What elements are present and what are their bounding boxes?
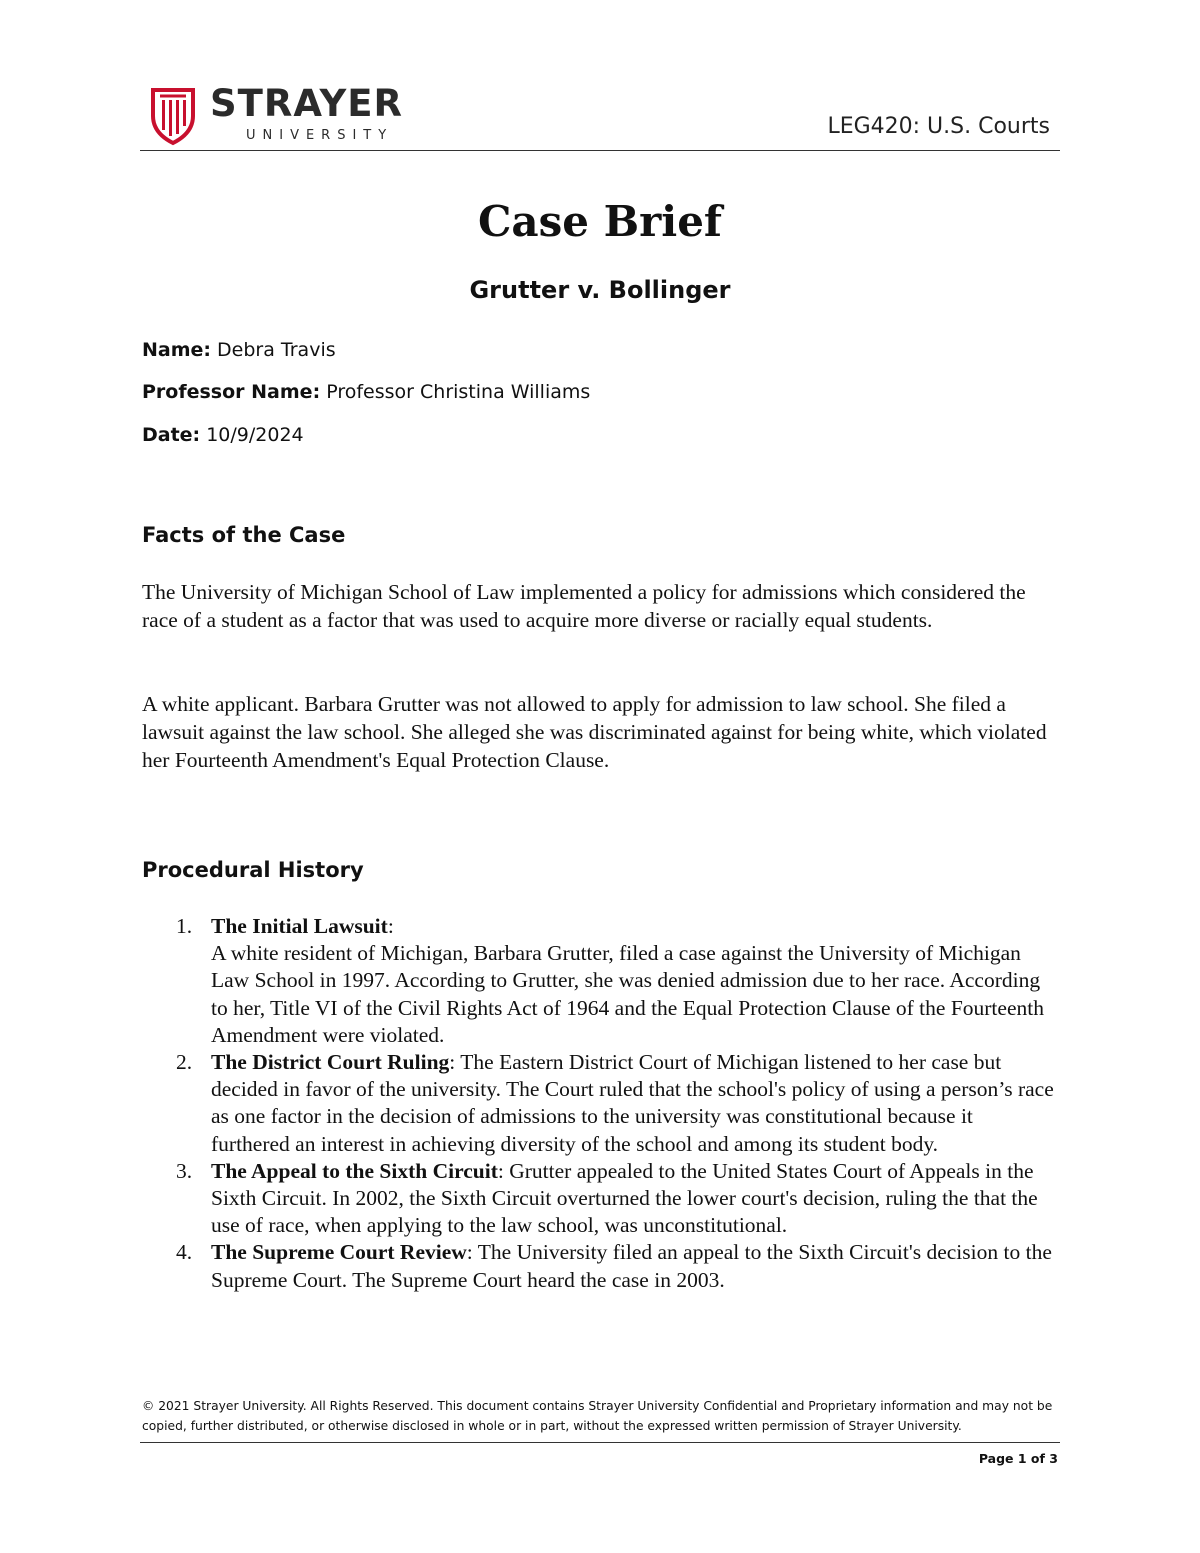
list-number: 1. — [176, 914, 193, 938]
date-value: 10/9/2024 — [200, 424, 304, 446]
list-number: 2. — [176, 1050, 193, 1075]
logo-subtitle: UNIVERSITY — [246, 128, 394, 143]
list-item-separator: : — [449, 1050, 461, 1075]
list-item-separator: : — [497, 1158, 510, 1183]
list-number: 4. — [176, 1240, 193, 1265]
list-number: 3. — [176, 1158, 193, 1183]
list-item-separator: : — [466, 1240, 478, 1265]
list-item-title: The District Court Ruling — [211, 1050, 450, 1075]
copyright-notice: © 2021 Strayer University. All Rights Reserved. This document contains Strayer University Confidential and Proprietary information and may not be copied, further distributed, or otherwise disclosed in whole or in part, without the expressed written permission of Strayer University. — [142, 1399, 1053, 1433]
date-line — [142, 422, 304, 448]
list-item-title: The Supreme Court Review — [211, 1240, 467, 1265]
list-item-separator: : — [387, 914, 394, 938]
procedural-history-list — [142, 913, 1057, 1294]
footer-divider — [140, 1442, 1060, 1443]
shield-logo-icon — [150, 86, 196, 146]
header-divider — [140, 150, 1060, 151]
student-name-line — [142, 337, 336, 363]
page-number: Page 1 of 3 — [978, 1451, 1058, 1466]
list-item — [142, 913, 1057, 1049]
list-item — [142, 1158, 1057, 1240]
professor-value: Professor Christina Williams — [320, 381, 591, 403]
facts-paragraph-1: The University of Michigan School of Law implemented a policy for admissions which considered the race of a student as a factor that was used to acquire more diverse or racially equal students. — [142, 580, 1026, 632]
professor-label: Professor Name: — [142, 381, 321, 403]
list-item-title: The Appeal to the Sixth Circuit — [211, 1158, 498, 1183]
professor-line — [142, 379, 590, 405]
page-header — [140, 84, 1060, 150]
list-item-text: Grutter appealed to the United States Court of Appeals in the Sixth Circuit. In 2002, the Sixth Circuit overturned the lower court's decision, ruling the that the use of race, when applying to the law school, was unconstitutional. — [211, 1158, 1038, 1238]
logo-wordmark: STRAYER — [210, 82, 404, 125]
name-label: Name: — [142, 339, 212, 361]
list-item-title: The Initial Lawsuit — [211, 914, 388, 938]
list-item — [142, 1049, 1057, 1158]
list-item — [142, 1239, 1057, 1293]
strayer-logo — [150, 82, 410, 146]
list-item-text: A white resident of Michigan, Barbara Grutter, filed a case against the University of Michigan Law School in 1997. According to Grutter, she was denied admission due to her race. According to her, Title VI of the Civil Rights Act of 1964 and the Equal Protection Clause of the Fourteenth Amendment were violated. — [211, 941, 1044, 1047]
course-title: LEG420: U.S. Courts — [827, 114, 1050, 139]
facts-heading: Facts of the Case — [142, 523, 346, 547]
list-item-text: The Eastern District Court of Michigan listened to her case but decided in favor of the university. The Court ruled that the school's policy of using a person’s race as one factor in the decision of admissions to the university was constitutional because it furthered an interest in achieving diversity of the school and among its student body. — [211, 1050, 1054, 1156]
name-value: Debra Travis — [211, 339, 336, 361]
facts-paragraph-2: A white applicant. Barbara Grutter was not allowed to apply for admission to law school. She filed a lawsuit against the law school. She alleged she was discriminated against for being white, which violated her Fourteenth Amendment's Equal Protection Clause. — [142, 692, 1047, 772]
list-item-text: The University filed an appeal to the Sixth Circuit's decision to the Supreme Court. The Supreme Court heard the case in 2003. — [211, 1240, 1052, 1292]
procedural-history-heading: Procedural History — [142, 858, 364, 882]
date-label: Date: — [142, 424, 201, 446]
document-title: Case Brief — [477, 197, 722, 246]
case-name: Grutter v. Bollinger — [469, 276, 731, 304]
